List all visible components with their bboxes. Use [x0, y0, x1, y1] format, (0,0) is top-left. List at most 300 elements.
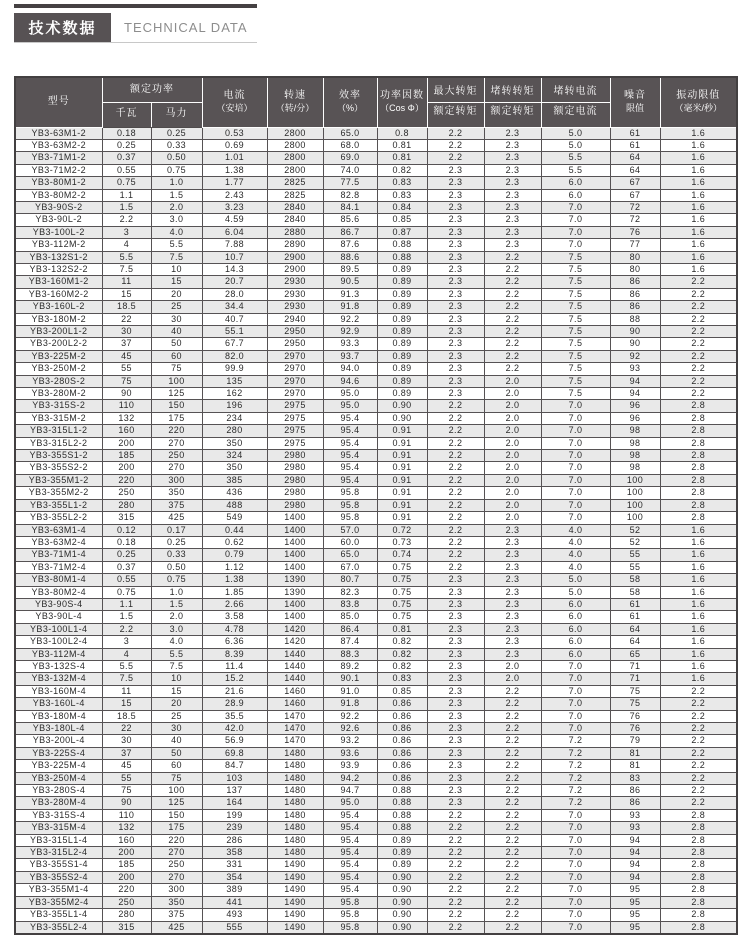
- cell-locked_rotor_torque_ratio: 2.3: [484, 226, 541, 238]
- cell-efficiency_pct: 91.8: [323, 698, 377, 710]
- cell-speed_rpm: 2975: [267, 400, 323, 412]
- cell-power_factor: 0.82: [377, 660, 427, 672]
- cell-hp: 0.25: [151, 536, 202, 548]
- cell-max_torque_ratio: 2.3: [427, 239, 484, 251]
- cell-vibration_limit: 1.6: [660, 536, 737, 548]
- cell-speed_rpm: 2980: [267, 487, 323, 499]
- cell-locked_rotor_torque_ratio: 2.2: [484, 847, 541, 859]
- cell-current_a: 0.44: [202, 524, 267, 536]
- cell-vibration_limit: 2.2: [660, 313, 737, 325]
- cell-power_factor: 0.86: [377, 760, 427, 772]
- cell-locked_rotor_current_ratio: 5.5: [541, 164, 610, 176]
- cell-hp: 0.25: [151, 127, 202, 139]
- cell-noise_limit: 80: [610, 263, 660, 275]
- cell-locked_rotor_torque_ratio: 2.3: [484, 239, 541, 251]
- cell-speed_rpm: 2970: [267, 375, 323, 387]
- cell-power_factor: 0.91: [377, 499, 427, 511]
- cell-efficiency_pct: 94.7: [323, 785, 377, 797]
- cell-locked_rotor_torque_ratio: 2.2: [484, 363, 541, 375]
- cell-locked_rotor_torque_ratio: 2.2: [484, 338, 541, 350]
- cell-current_a: 11.4: [202, 660, 267, 672]
- cell-efficiency_pct: 95.4: [323, 847, 377, 859]
- cell-speed_rpm: 2970: [267, 388, 323, 400]
- cell-kw: 3: [102, 226, 151, 238]
- cell-locked_rotor_torque_ratio: 2.3: [484, 598, 541, 610]
- cell-locked_rotor_current_ratio: 7.0: [541, 921, 610, 934]
- cell-noise_limit: 71: [610, 673, 660, 685]
- cell-hp: 1.0: [151, 586, 202, 598]
- cell-power_factor: 0.91: [377, 437, 427, 449]
- cell-efficiency_pct: 95.4: [323, 437, 377, 449]
- cell-hp: 2.0: [151, 611, 202, 623]
- cell-power_factor: 0.74: [377, 549, 427, 561]
- cell-max_torque_ratio: 2.2: [427, 450, 484, 462]
- cell-kw: 7.5: [102, 673, 151, 685]
- cell-vibration_limit: 2.2: [660, 685, 737, 697]
- cell-efficiency_pct: 92.9: [323, 326, 377, 338]
- cell-hp: 15: [151, 685, 202, 697]
- cell-efficiency_pct: 57.0: [323, 524, 377, 536]
- cell-vibration_limit: 2.8: [660, 462, 737, 474]
- cell-locked_rotor_current_ratio: 7.0: [541, 412, 610, 424]
- cell-noise_limit: 58: [610, 586, 660, 598]
- cell-hp: 250: [151, 859, 202, 871]
- cell-speed_rpm: 2880: [267, 226, 323, 238]
- cell-vibration_limit: 2.8: [660, 859, 737, 871]
- cell-current_a: 0.53: [202, 127, 267, 139]
- cell-vibration_limit: 2.8: [660, 412, 737, 424]
- cell-max_torque_ratio: 2.3: [427, 214, 484, 226]
- cell-locked_rotor_torque_ratio: 2.3: [484, 636, 541, 648]
- cell-locked_rotor_current_ratio: 5.5: [541, 152, 610, 164]
- table-row: [15, 437, 737, 449]
- cell-power_factor: 0.87: [377, 226, 427, 238]
- cell-noise_limit: 93: [610, 363, 660, 375]
- cell-power_factor: 0.86: [377, 723, 427, 735]
- cell-max_torque_ratio: 2.3: [427, 772, 484, 784]
- cell-locked_rotor_torque_ratio: 2.2: [484, 896, 541, 908]
- cell-model: YB3-250M-2: [15, 363, 102, 375]
- cell-hp: 150: [151, 400, 202, 412]
- cell-efficiency_pct: 88.3: [323, 648, 377, 660]
- cell-current_a: 6.36: [202, 636, 267, 648]
- cell-noise_limit: 72: [610, 214, 660, 226]
- table-row: [15, 723, 737, 735]
- fraction-divider: [485, 102, 541, 103]
- cell-noise_limit: 98: [610, 462, 660, 474]
- cell-current_a: 239: [202, 822, 267, 834]
- cell-model: YB3-315L2-4: [15, 847, 102, 859]
- cell-speed_rpm: 2825: [267, 189, 323, 201]
- cell-speed_rpm: 1400: [267, 524, 323, 536]
- cell-speed_rpm: 1480: [267, 772, 323, 784]
- cell-current_a: 1.38: [202, 164, 267, 176]
- cell-kw: 1.5: [102, 201, 151, 213]
- col-header-speed: 转速 （转/分）: [267, 77, 323, 127]
- cell-power_factor: 0.86: [377, 747, 427, 759]
- page-title-cn: 技术数据: [14, 13, 111, 42]
- cell-locked_rotor_current_ratio: 7.0: [541, 673, 610, 685]
- cell-model: YB3-355L2-2: [15, 512, 102, 524]
- cell-hp: 25: [151, 710, 202, 722]
- cell-model: YB3-90L-4: [15, 611, 102, 623]
- cell-locked_rotor_torque_ratio: 2.2: [484, 723, 541, 735]
- cell-locked_rotor_torque_ratio: 2.3: [484, 139, 541, 151]
- cell-speed_rpm: 1490: [267, 859, 323, 871]
- cell-efficiency_pct: 90.1: [323, 673, 377, 685]
- cell-current_a: 199: [202, 809, 267, 821]
- cell-efficiency_pct: 60.0: [323, 536, 377, 548]
- cell-model: YB3-355S2-4: [15, 871, 102, 883]
- cell-current_a: 493: [202, 909, 267, 921]
- cell-kw: 75: [102, 785, 151, 797]
- cell-max_torque_ratio: 2.3: [427, 723, 484, 735]
- cell-power_factor: 0.75: [377, 586, 427, 598]
- cell-current_a: 6.04: [202, 226, 267, 238]
- cell-locked_rotor_torque_ratio: 2.3: [484, 127, 541, 139]
- cell-speed_rpm: 2930: [267, 276, 323, 288]
- cell-speed_rpm: 1390: [267, 574, 323, 586]
- technical-data-table: [14, 76, 738, 935]
- cell-power_factor: 0.89: [377, 313, 427, 325]
- cell-current_a: 34.4: [202, 301, 267, 313]
- cell-locked_rotor_current_ratio: 5.0: [541, 127, 610, 139]
- table-row: [15, 487, 737, 499]
- cell-model: YB3-80M2-2: [15, 189, 102, 201]
- cell-speed_rpm: 2975: [267, 437, 323, 449]
- cell-noise_limit: 94: [610, 871, 660, 883]
- cell-efficiency_pct: 95.4: [323, 462, 377, 474]
- cell-model: YB3-355L1-4: [15, 909, 102, 921]
- cell-max_torque_ratio: 2.3: [427, 797, 484, 809]
- cell-efficiency_pct: 94.0: [323, 363, 377, 375]
- cell-efficiency_pct: 95.0: [323, 400, 377, 412]
- cell-efficiency_pct: 85.0: [323, 611, 377, 623]
- cell-noise_limit: 72: [610, 201, 660, 213]
- table-row: [15, 896, 737, 908]
- cell-noise_limit: 76: [610, 226, 660, 238]
- cell-power_factor: 0.88: [377, 822, 427, 834]
- cell-noise_limit: 95: [610, 896, 660, 908]
- cell-hp: 1.0: [151, 177, 202, 189]
- cell-locked_rotor_torque_ratio: 2.2: [484, 822, 541, 834]
- cell-locked_rotor_current_ratio: 7.0: [541, 871, 610, 883]
- cell-locked_rotor_current_ratio: 7.0: [541, 499, 610, 511]
- cell-max_torque_ratio: 2.3: [427, 698, 484, 710]
- cell-hp: 300: [151, 474, 202, 486]
- cell-speed_rpm: 2980: [267, 450, 323, 462]
- cell-locked_rotor_torque_ratio: 2.3: [484, 561, 541, 573]
- cell-kw: 0.12: [102, 524, 151, 536]
- table-row: [15, 536, 737, 548]
- cell-locked_rotor_torque_ratio: 2.2: [484, 760, 541, 772]
- cell-noise_limit: 55: [610, 561, 660, 573]
- cell-efficiency_pct: 68.0: [323, 139, 377, 151]
- col-header-locked-torque-ratio: 堵转转矩 额定转矩: [484, 77, 541, 127]
- table-row: [15, 809, 737, 821]
- cell-max_torque_ratio: 2.3: [427, 276, 484, 288]
- cell-vibration_limit: 2.2: [660, 698, 737, 710]
- table-row: [15, 164, 737, 176]
- cell-kw: 1.5: [102, 611, 151, 623]
- cell-kw: 200: [102, 437, 151, 449]
- cell-current_a: 28.9: [202, 698, 267, 710]
- cell-vibration_limit: 2.2: [660, 288, 737, 300]
- cell-speed_rpm: 2800: [267, 152, 323, 164]
- cell-speed_rpm: 1440: [267, 673, 323, 685]
- cell-efficiency_pct: 91.0: [323, 685, 377, 697]
- cell-locked_rotor_current_ratio: 7.0: [541, 239, 610, 251]
- cell-vibration_limit: 1.6: [660, 263, 737, 275]
- cell-max_torque_ratio: 2.3: [427, 288, 484, 300]
- cell-vibration_limit: 2.8: [660, 909, 737, 921]
- cell-model: YB3-112M-4: [15, 648, 102, 660]
- cell-locked_rotor_torque_ratio: 2.3: [484, 549, 541, 561]
- cell-efficiency_pct: 77.5: [323, 177, 377, 189]
- table-row: [15, 450, 737, 462]
- cell-kw: 75: [102, 375, 151, 387]
- cell-model: YB3-250M-4: [15, 772, 102, 784]
- cell-speed_rpm: 1470: [267, 710, 323, 722]
- cell-power_factor: 0.91: [377, 487, 427, 499]
- cell-kw: 30: [102, 326, 151, 338]
- cell-vibration_limit: 1.6: [660, 152, 737, 164]
- cell-kw: 37: [102, 747, 151, 759]
- cell-speed_rpm: 2980: [267, 462, 323, 474]
- cell-kw: 1.1: [102, 189, 151, 201]
- table-row: [15, 660, 737, 672]
- cell-vibration_limit: 2.2: [660, 710, 737, 722]
- cell-model: YB3-160M-4: [15, 685, 102, 697]
- cell-kw: 22: [102, 723, 151, 735]
- cell-current_a: 135: [202, 375, 267, 387]
- cell-noise_limit: 94: [610, 859, 660, 871]
- cell-max_torque_ratio: 2.2: [427, 499, 484, 511]
- cell-vibration_limit: 1.6: [660, 239, 737, 251]
- cell-noise_limit: 67: [610, 189, 660, 201]
- cell-noise_limit: 88: [610, 313, 660, 325]
- table-row: [15, 598, 737, 610]
- cell-noise_limit: 95: [610, 909, 660, 921]
- cell-kw: 0.75: [102, 177, 151, 189]
- cell-locked_rotor_current_ratio: 7.0: [541, 512, 610, 524]
- cell-kw: 5.5: [102, 660, 151, 672]
- cell-vibration_limit: 2.8: [660, 499, 737, 511]
- table-row: [15, 772, 737, 784]
- cell-efficiency_pct: 92.2: [323, 313, 377, 325]
- cell-hp: 250: [151, 450, 202, 462]
- cell-max_torque_ratio: 2.3: [427, 226, 484, 238]
- cell-power_factor: 0.83: [377, 673, 427, 685]
- cell-vibration_limit: 2.8: [660, 487, 737, 499]
- cell-power_factor: 0.88: [377, 785, 427, 797]
- cell-current_a: 2.43: [202, 189, 267, 201]
- cell-kw: 45: [102, 760, 151, 772]
- cell-locked_rotor_current_ratio: 7.5: [541, 363, 610, 375]
- cell-vibration_limit: 2.2: [660, 760, 737, 772]
- cell-hp: 125: [151, 797, 202, 809]
- cell-power_factor: 0.82: [377, 648, 427, 660]
- cell-power_factor: 0.89: [377, 301, 427, 313]
- cell-power_factor: 0.89: [377, 288, 427, 300]
- cell-kw: 280: [102, 909, 151, 921]
- cell-kw: 5.5: [102, 251, 151, 263]
- cell-power_factor: 0.91: [377, 512, 427, 524]
- cell-model: YB3-100L2-4: [15, 636, 102, 648]
- cell-kw: 220: [102, 474, 151, 486]
- cell-kw: 3: [102, 636, 151, 648]
- cell-kw: 250: [102, 896, 151, 908]
- cell-model: YB3-160M1-2: [15, 276, 102, 288]
- cell-power_factor: 0.91: [377, 462, 427, 474]
- cell-power_factor: 0.88: [377, 251, 427, 263]
- cell-hp: 20: [151, 288, 202, 300]
- cell-current_a: 14.3: [202, 263, 267, 275]
- table-row: [15, 152, 737, 164]
- cell-efficiency_pct: 65.0: [323, 549, 377, 561]
- cell-locked_rotor_current_ratio: 5.0: [541, 574, 610, 586]
- cell-vibration_limit: 2.2: [660, 375, 737, 387]
- cell-power_factor: 0.75: [377, 574, 427, 586]
- cell-noise_limit: 52: [610, 536, 660, 548]
- cell-hp: 75: [151, 772, 202, 784]
- table-row: [15, 871, 737, 883]
- cell-max_torque_ratio: 2.3: [427, 673, 484, 685]
- cell-power_factor: 0.81: [377, 139, 427, 151]
- cell-locked_rotor_torque_ratio: 2.3: [484, 623, 541, 635]
- cell-power_factor: 0.90: [377, 921, 427, 934]
- cell-speed_rpm: 1470: [267, 735, 323, 747]
- cell-current_a: 42.0: [202, 723, 267, 735]
- cell-locked_rotor_torque_ratio: 2.0: [484, 400, 541, 412]
- cell-locked_rotor_current_ratio: 7.0: [541, 226, 610, 238]
- cell-max_torque_ratio: 2.2: [427, 921, 484, 934]
- cell-kw: 160: [102, 425, 151, 437]
- cell-vibration_limit: 1.6: [660, 164, 737, 176]
- cell-efficiency_pct: 83.8: [323, 598, 377, 610]
- cell-vibration_limit: 1.6: [660, 226, 737, 238]
- cell-speed_rpm: 2930: [267, 301, 323, 313]
- cell-power_factor: 0.91: [377, 474, 427, 486]
- cell-power_factor: 0.91: [377, 425, 427, 437]
- cell-current_a: 21.6: [202, 685, 267, 697]
- table-row: [15, 263, 737, 275]
- cell-model: YB3-200L2-2: [15, 338, 102, 350]
- cell-locked_rotor_torque_ratio: 2.2: [484, 276, 541, 288]
- cell-efficiency_pct: 93.7: [323, 350, 377, 362]
- cell-max_torque_ratio: 2.3: [427, 301, 484, 313]
- cell-efficiency_pct: 95.4: [323, 822, 377, 834]
- cell-model: YB3-280M-4: [15, 797, 102, 809]
- cell-model: YB3-63M2-2: [15, 139, 102, 151]
- cell-noise_limit: 93: [610, 809, 660, 821]
- cell-power_factor: 0.83: [377, 177, 427, 189]
- cell-locked_rotor_current_ratio: 6.0: [541, 636, 610, 648]
- cell-max_torque_ratio: 2.2: [427, 512, 484, 524]
- cell-locked_rotor_torque_ratio: 2.3: [484, 586, 541, 598]
- table-row: [15, 400, 737, 412]
- cell-max_torque_ratio: 2.2: [427, 524, 484, 536]
- cell-power_factor: 0.90: [377, 412, 427, 424]
- cell-efficiency_pct: 94.6: [323, 375, 377, 387]
- cell-power_factor: 0.84: [377, 201, 427, 213]
- cell-kw: 0.37: [102, 561, 151, 573]
- cell-power_factor: 0.86: [377, 698, 427, 710]
- cell-current_a: 4.59: [202, 214, 267, 226]
- cell-locked_rotor_current_ratio: 7.2: [541, 760, 610, 772]
- table-row: [15, 388, 737, 400]
- cell-kw: 22: [102, 313, 151, 325]
- cell-model: YB3-100L1-4: [15, 623, 102, 635]
- cell-model: YB3-355S2-2: [15, 462, 102, 474]
- table-row: [15, 326, 737, 338]
- cell-max_torque_ratio: 2.3: [427, 747, 484, 759]
- cell-current_a: 35.5: [202, 710, 267, 722]
- cell-power_factor: 0.75: [377, 598, 427, 610]
- cell-noise_limit: 64: [610, 152, 660, 164]
- cell-power_factor: 0.89: [377, 326, 427, 338]
- table-row: [15, 239, 737, 251]
- cell-noise_limit: 58: [610, 574, 660, 586]
- cell-locked_rotor_torque_ratio: 2.2: [484, 710, 541, 722]
- cell-speed_rpm: 2970: [267, 350, 323, 362]
- cell-vibration_limit: 2.2: [660, 797, 737, 809]
- cell-efficiency_pct: 67.0: [323, 561, 377, 573]
- cell-noise_limit: 86: [610, 301, 660, 313]
- cell-vibration_limit: 2.8: [660, 437, 737, 449]
- cell-efficiency_pct: 95.4: [323, 834, 377, 846]
- cell-noise_limit: 98: [610, 450, 660, 462]
- cell-kw: 45: [102, 350, 151, 362]
- table-row: [15, 884, 737, 896]
- cell-vibration_limit: 1.6: [660, 251, 737, 263]
- cell-locked_rotor_torque_ratio: 2.3: [484, 648, 541, 660]
- cell-noise_limit: 92: [610, 350, 660, 362]
- cell-model: YB3-355M2-2: [15, 487, 102, 499]
- cell-vibration_limit: 2.8: [660, 512, 737, 524]
- cell-vibration_limit: 1.6: [660, 561, 737, 573]
- cell-locked_rotor_current_ratio: 7.5: [541, 313, 610, 325]
- cell-kw: 0.37: [102, 152, 151, 164]
- cell-model: YB3-71M1-4: [15, 549, 102, 561]
- table-row: [15, 549, 737, 561]
- cell-vibration_limit: 1.6: [660, 524, 737, 536]
- cell-speed_rpm: 1490: [267, 884, 323, 896]
- cell-efficiency_pct: 80.7: [323, 574, 377, 586]
- table-row: [15, 797, 737, 809]
- cell-locked_rotor_torque_ratio: 2.2: [484, 350, 541, 362]
- cell-speed_rpm: 1440: [267, 660, 323, 672]
- cell-noise_limit: 94: [610, 847, 660, 859]
- page-title-block: [14, 4, 257, 43]
- cell-model: YB3-132S1-2: [15, 251, 102, 263]
- cell-noise_limit: 94: [610, 834, 660, 846]
- cell-locked_rotor_current_ratio: 6.0: [541, 598, 610, 610]
- cell-speed_rpm: 1400: [267, 512, 323, 524]
- cell-hp: 270: [151, 847, 202, 859]
- cell-current_a: 1.85: [202, 586, 267, 598]
- cell-kw: 110: [102, 809, 151, 821]
- cell-efficiency_pct: 69.0: [323, 152, 377, 164]
- table-row: [15, 288, 737, 300]
- table-row: [15, 512, 737, 524]
- cell-current_a: 1.38: [202, 574, 267, 586]
- cell-max_torque_ratio: 2.2: [427, 549, 484, 561]
- cell-locked_rotor_torque_ratio: 2.3: [484, 536, 541, 548]
- cell-max_torque_ratio: 2.3: [427, 785, 484, 797]
- cell-hp: 25: [151, 301, 202, 313]
- table-row: [15, 760, 737, 772]
